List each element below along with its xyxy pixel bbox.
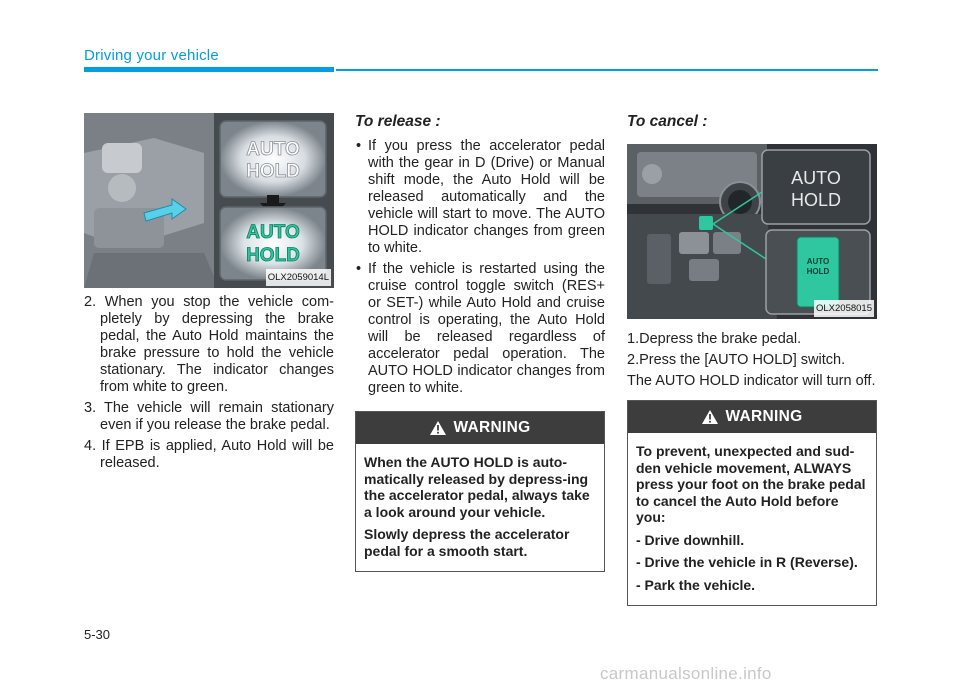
warning-triangle-icon: [701, 409, 719, 425]
header-bar-thick: [84, 67, 334, 72]
cancel-title: To cancel :: [627, 113, 708, 130]
indicator-text-white: AUTO: [246, 139, 300, 160]
warning-header: [628, 401, 876, 433]
warning-label: WARNING: [453, 419, 531, 436]
list-item: 4. If EPB is applied, Auto Hold will be released.: [84, 438, 334, 471]
switch-text: AUTO: [806, 257, 830, 266]
callout-text: AUTO: [791, 168, 841, 188]
middle-column: [355, 113, 605, 572]
list-item: • If you press the accelerator pedal with the gear in D (Drive) or Manual shift mode, the Auto Hold will be released automatically and the vehicle will start to move. The AUTO HOLD indicator changes from green to white.: [355, 138, 605, 257]
list-item: 2. When you stop the vehicle com-pletely by depressing the brake pedal, the Auto Hold maintains the brake pressure to hold the vehicle stationary. The indicator changes from white to green.: [84, 294, 334, 395]
warning-label: WARNING: [725, 408, 803, 425]
release-title: To release :: [355, 113, 441, 130]
section-header: Driving your vehicle: [84, 47, 219, 64]
svg-text:HOLD: HOLD: [806, 267, 830, 276]
console-illustration: [627, 144, 877, 319]
figure-code: OLX2059014L: [266, 269, 331, 286]
dashboard-illustration: [84, 113, 334, 288]
indicator-text-green: AUTO: [246, 222, 300, 243]
warning-triangle-icon: [429, 420, 447, 436]
warning-box-release: [355, 411, 605, 572]
cancel-steps: [627, 331, 877, 390]
figure-auto-hold-switch: [627, 144, 877, 319]
warning-body: [356, 444, 604, 571]
warning-paragraph: - Park the vehicle.: [636, 576, 756, 593]
right-column: [627, 113, 877, 606]
svg-text:HOLD: HOLD: [246, 161, 300, 182]
list-item: 3. The vehicle will remain stationary even if you release the brake pedal.: [84, 400, 334, 433]
warning-paragraph: - Drive the vehicle in R (Reverse).: [636, 554, 858, 570]
svg-text:HOLD: HOLD: [790, 190, 842, 210]
step-item: 1.Depress the brake pedal.: [627, 331, 802, 347]
warning-header: [356, 412, 604, 444]
header-bar-thin: [336, 69, 878, 71]
step-item: The AUTO HOLD indicator will turn off.: [627, 373, 876, 389]
warning-paragraph: To prevent, unexpected and sud-den vehicle movement, ALWAYS press your foot on the brake pedal to cancel the Auto Hold before you:: [636, 443, 866, 525]
figure-code: OLX2058015: [814, 300, 874, 317]
warning-paragraph: Slowly depress the accelerator pedal for a smooth start.: [364, 526, 570, 559]
warning-box-cancel: [627, 400, 877, 606]
left-column: [84, 113, 334, 476]
watermark: carmanualsonline.info: [600, 664, 772, 683]
warning-body: [628, 433, 876, 605]
warning-paragraph: - Drive downhill.: [636, 531, 745, 548]
page-number: 5-30: [84, 627, 111, 642]
step-item: 2.Press the [AUTO HOLD] switch.: [627, 352, 846, 368]
procedure-list: [84, 294, 334, 472]
release-bullets: [355, 138, 605, 397]
figure-auto-hold-indicator: [84, 113, 334, 288]
warning-paragraph: When the AUTO HOLD is auto-matically released by depress-ing the accelerator pedal, always take a look around your vehicle.: [364, 454, 590, 520]
svg-text:HOLD: HOLD: [246, 245, 300, 266]
list-item: • If the vehicle is restarted using the cruise control toggle switch (RES+ or SET-) while Auto Hold and cruise control is operating, the Auto Hold will be released regardless of accelerator pedal operation. The AUTO HOLD indicator changes from green to white.: [355, 261, 605, 397]
